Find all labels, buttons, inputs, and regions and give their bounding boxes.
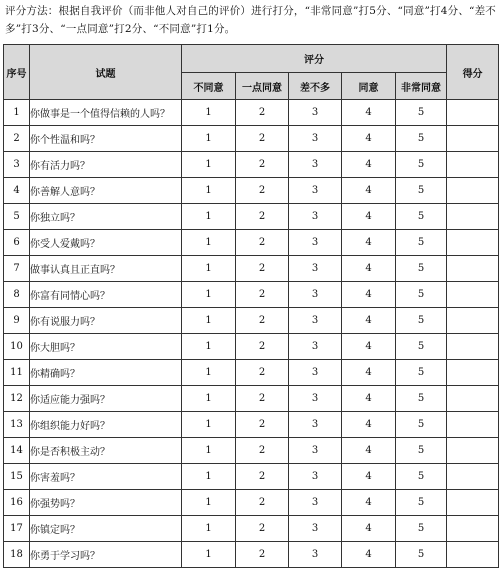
rating-option-disagree[interactable]: 1 <box>182 152 236 178</box>
rating-option-strongly-agree[interactable]: 5 <box>396 256 447 282</box>
table-row <box>4 490 499 516</box>
row-question: 你强势吗？ <box>30 490 182 516</box>
table-row <box>4 152 499 178</box>
rating-option-agree[interactable]: 4 <box>342 542 396 568</box>
rating-option-strongly-agree[interactable]: 5 <box>396 100 447 126</box>
rating-option-slightly-agree[interactable]: 2 <box>236 360 289 386</box>
row-question: 做事认真且正直吗？ <box>30 256 182 282</box>
table-row <box>4 464 499 490</box>
table-row <box>4 256 499 282</box>
rating-option-neutral[interactable]: 3 <box>289 100 342 126</box>
rating-option-agree[interactable]: 4 <box>342 178 396 204</box>
row-question: 你适应能力强吗？ <box>30 386 182 412</box>
row-index: 16 <box>4 490 30 516</box>
rating-option-slightly-agree[interactable]: 2 <box>236 308 289 334</box>
survey-rows <box>4 100 499 568</box>
table-row <box>4 126 499 152</box>
rating-option-neutral[interactable]: 3 <box>289 412 342 438</box>
rating-option-strongly-agree[interactable]: 5 <box>396 464 447 490</box>
rating-option-strongly-agree[interactable]: 5 <box>396 490 447 516</box>
table-row <box>4 282 499 308</box>
rating-option-strongly-agree[interactable]: 5 <box>396 204 447 230</box>
header-index: 序号 <box>4 45 30 100</box>
rating-option-agree[interactable]: 4 <box>342 412 396 438</box>
rating-option-strongly-agree[interactable]: 5 <box>396 386 447 412</box>
rating-option-disagree[interactable]: 1 <box>182 308 236 334</box>
score-cell[interactable] <box>447 334 499 360</box>
rating-option-slightly-agree[interactable]: 2 <box>236 282 289 308</box>
row-index: 15 <box>4 464 30 490</box>
header-rating-group: 评分 <box>182 45 447 73</box>
rating-option-agree[interactable]: 4 <box>342 230 396 256</box>
rating-option-strongly-agree[interactable]: 5 <box>396 178 447 204</box>
rating-option-neutral[interactable]: 3 <box>289 282 342 308</box>
header-rating-slightly-agree: 一点同意 <box>236 73 289 100</box>
rating-option-neutral[interactable]: 3 <box>289 256 342 282</box>
row-question: 你勇于学习吗？ <box>30 542 182 568</box>
rating-option-neutral[interactable]: 3 <box>289 516 342 542</box>
score-cell[interactable] <box>447 256 499 282</box>
rating-option-strongly-agree[interactable]: 5 <box>396 516 447 542</box>
rating-option-disagree[interactable]: 1 <box>182 126 236 152</box>
rating-option-strongly-agree[interactable]: 5 <box>396 126 447 152</box>
header-score: 得分 <box>447 45 499 100</box>
rating-option-neutral[interactable]: 3 <box>289 152 342 178</box>
row-question: 你受人爱戴吗？ <box>30 230 182 256</box>
rating-option-neutral[interactable]: 3 <box>289 204 342 230</box>
score-cell[interactable] <box>447 490 499 516</box>
row-question: 你害羞吗？ <box>30 464 182 490</box>
score-cell[interactable] <box>447 152 499 178</box>
rating-option-slightly-agree[interactable]: 2 <box>236 152 289 178</box>
rating-option-disagree[interactable]: 1 <box>182 230 236 256</box>
rating-option-disagree[interactable]: 1 <box>182 386 236 412</box>
rating-option-agree[interactable]: 4 <box>342 308 396 334</box>
row-question: 你是否积极主动？ <box>30 438 182 464</box>
row-index: 8 <box>4 282 30 308</box>
score-cell[interactable] <box>447 438 499 464</box>
table-row <box>4 360 499 386</box>
row-index: 7 <box>4 256 30 282</box>
score-cell[interactable] <box>447 360 499 386</box>
rating-option-neutral[interactable]: 3 <box>289 464 342 490</box>
rating-option-strongly-agree[interactable]: 5 <box>396 542 447 568</box>
score-cell[interactable] <box>447 282 499 308</box>
row-index: 17 <box>4 516 30 542</box>
rating-option-disagree[interactable]: 1 <box>182 412 236 438</box>
row-index: 12 <box>4 386 30 412</box>
row-question: 你大胆吗？ <box>30 334 182 360</box>
rating-option-neutral[interactable]: 3 <box>289 542 342 568</box>
rating-option-disagree[interactable]: 1 <box>182 516 236 542</box>
scoring-instructions: 评分方法：根据自我评价（而非他人对自己的评价）进行打分，“非常同意”打5分、“同意”打4分、“差不多”打3分、“一点同意”打2分、“不同意”打1分。 <box>5 5 496 35</box>
score-cell[interactable] <box>447 542 499 568</box>
rating-option-neutral[interactable]: 3 <box>289 334 342 360</box>
rating-option-disagree[interactable]: 1 <box>182 282 236 308</box>
rating-option-slightly-agree[interactable]: 2 <box>236 516 289 542</box>
rating-option-neutral[interactable]: 3 <box>289 126 342 152</box>
header-rating-strongly-agree: 非常同意 <box>396 73 447 100</box>
rating-option-neutral[interactable]: 3 <box>289 438 342 464</box>
rating-option-agree[interactable]: 4 <box>342 282 396 308</box>
table-row <box>4 334 499 360</box>
table-row <box>4 308 499 334</box>
rating-option-slightly-agree[interactable]: 2 <box>236 204 289 230</box>
rating-option-slightly-agree[interactable]: 2 <box>236 100 289 126</box>
rating-option-slightly-agree[interactable]: 2 <box>236 230 289 256</box>
rating-option-disagree[interactable]: 1 <box>182 490 236 516</box>
rating-option-neutral[interactable]: 3 <box>289 386 342 412</box>
row-question: 你有说服力吗？ <box>30 308 182 334</box>
score-cell[interactable] <box>447 308 499 334</box>
rating-option-agree[interactable]: 4 <box>342 126 396 152</box>
row-index: 6 <box>4 230 30 256</box>
rating-option-disagree[interactable]: 1 <box>182 334 236 360</box>
rating-option-strongly-agree[interactable]: 5 <box>396 412 447 438</box>
rating-option-disagree[interactable]: 1 <box>182 438 236 464</box>
score-cell[interactable] <box>447 464 499 490</box>
rating-option-agree[interactable]: 4 <box>342 334 396 360</box>
rating-option-neutral[interactable]: 3 <box>289 308 342 334</box>
rating-option-agree[interactable]: 4 <box>342 152 396 178</box>
row-question: 你有活力吗？ <box>30 152 182 178</box>
rating-option-strongly-agree[interactable]: 5 <box>396 230 447 256</box>
rating-option-agree[interactable]: 4 <box>342 516 396 542</box>
row-index: 1 <box>4 100 30 126</box>
rating-option-neutral[interactable]: 3 <box>289 360 342 386</box>
score-cell[interactable] <box>447 386 499 412</box>
row-question: 你善解人意吗？ <box>30 178 182 204</box>
rating-option-agree[interactable]: 4 <box>342 256 396 282</box>
row-question: 你镇定吗？ <box>30 516 182 542</box>
row-index: 2 <box>4 126 30 152</box>
rating-option-agree[interactable]: 4 <box>342 360 396 386</box>
rating-option-slightly-agree[interactable]: 2 <box>236 464 289 490</box>
rating-option-agree[interactable]: 4 <box>342 438 396 464</box>
rating-option-strongly-agree[interactable]: 5 <box>396 334 447 360</box>
table-row <box>4 100 499 126</box>
row-index: 3 <box>4 152 30 178</box>
header-rating-neutral: 差不多 <box>289 73 342 100</box>
table-row <box>4 412 499 438</box>
rating-option-agree[interactable]: 4 <box>342 100 396 126</box>
rating-option-disagree[interactable]: 1 <box>182 256 236 282</box>
row-index: 14 <box>4 438 30 464</box>
rating-option-agree[interactable]: 4 <box>342 464 396 490</box>
row-question: 你独立吗？ <box>30 204 182 230</box>
rating-option-neutral[interactable]: 3 <box>289 490 342 516</box>
table-row <box>4 438 499 464</box>
rating-option-slightly-agree[interactable]: 2 <box>236 490 289 516</box>
table-row <box>4 386 499 412</box>
rating-option-disagree[interactable]: 1 <box>182 542 236 568</box>
rating-option-agree[interactable]: 4 <box>342 490 396 516</box>
personality-survey-table <box>3 44 499 568</box>
rating-option-disagree[interactable]: 1 <box>182 178 236 204</box>
rating-option-slightly-agree[interactable]: 2 <box>236 178 289 204</box>
score-cell[interactable] <box>447 126 499 152</box>
row-index: 13 <box>4 412 30 438</box>
rating-option-slightly-agree[interactable]: 2 <box>236 386 289 412</box>
row-index: 9 <box>4 308 30 334</box>
score-cell[interactable] <box>447 100 499 126</box>
rating-option-agree[interactable]: 4 <box>342 386 396 412</box>
rating-option-strongly-agree[interactable]: 5 <box>396 308 447 334</box>
table-row <box>4 230 499 256</box>
rating-option-agree[interactable]: 4 <box>342 204 396 230</box>
row-index: 10 <box>4 334 30 360</box>
table-row <box>4 542 499 568</box>
rating-option-disagree[interactable]: 1 <box>182 464 236 490</box>
rating-option-strongly-agree[interactable]: 5 <box>396 152 447 178</box>
rating-option-neutral[interactable]: 3 <box>289 230 342 256</box>
rating-option-strongly-agree[interactable]: 5 <box>396 438 447 464</box>
rating-option-slightly-agree[interactable]: 2 <box>236 126 289 152</box>
row-index: 11 <box>4 360 30 386</box>
rating-option-disagree[interactable]: 1 <box>182 360 236 386</box>
header-rating-agree: 同意 <box>342 73 396 100</box>
header-rating-disagree: 不同意 <box>182 73 236 100</box>
table-row <box>4 178 499 204</box>
row-question: 你富有同情心吗？ <box>30 282 182 308</box>
score-cell[interactable] <box>447 178 499 204</box>
row-index: 18 <box>4 542 30 568</box>
score-cell[interactable] <box>447 516 499 542</box>
rating-option-strongly-agree[interactable]: 5 <box>396 282 447 308</box>
row-question: 你做事是一个值得信赖的人吗？ <box>30 100 182 126</box>
row-question: 你精确吗？ <box>30 360 182 386</box>
table-row <box>4 204 499 230</box>
row-question: 你个性温和吗？ <box>30 126 182 152</box>
rating-option-strongly-agree[interactable]: 5 <box>396 360 447 386</box>
header-question: 试题 <box>30 45 182 100</box>
rating-option-slightly-agree[interactable]: 2 <box>236 438 289 464</box>
score-cell[interactable] <box>447 412 499 438</box>
score-cell[interactable] <box>447 204 499 230</box>
rating-option-slightly-agree[interactable]: 2 <box>236 334 289 360</box>
table-row <box>4 516 499 542</box>
row-question: 你组织能力好吗？ <box>30 412 182 438</box>
rating-option-slightly-agree[interactable]: 2 <box>236 542 289 568</box>
rating-option-disagree[interactable]: 1 <box>182 204 236 230</box>
rating-option-slightly-agree[interactable]: 2 <box>236 256 289 282</box>
rating-option-disagree[interactable]: 1 <box>182 100 236 126</box>
row-index: 4 <box>4 178 30 204</box>
rating-option-slightly-agree[interactable]: 2 <box>236 412 289 438</box>
rating-option-neutral[interactable]: 3 <box>289 178 342 204</box>
score-cell[interactable] <box>447 230 499 256</box>
row-index: 5 <box>4 204 30 230</box>
